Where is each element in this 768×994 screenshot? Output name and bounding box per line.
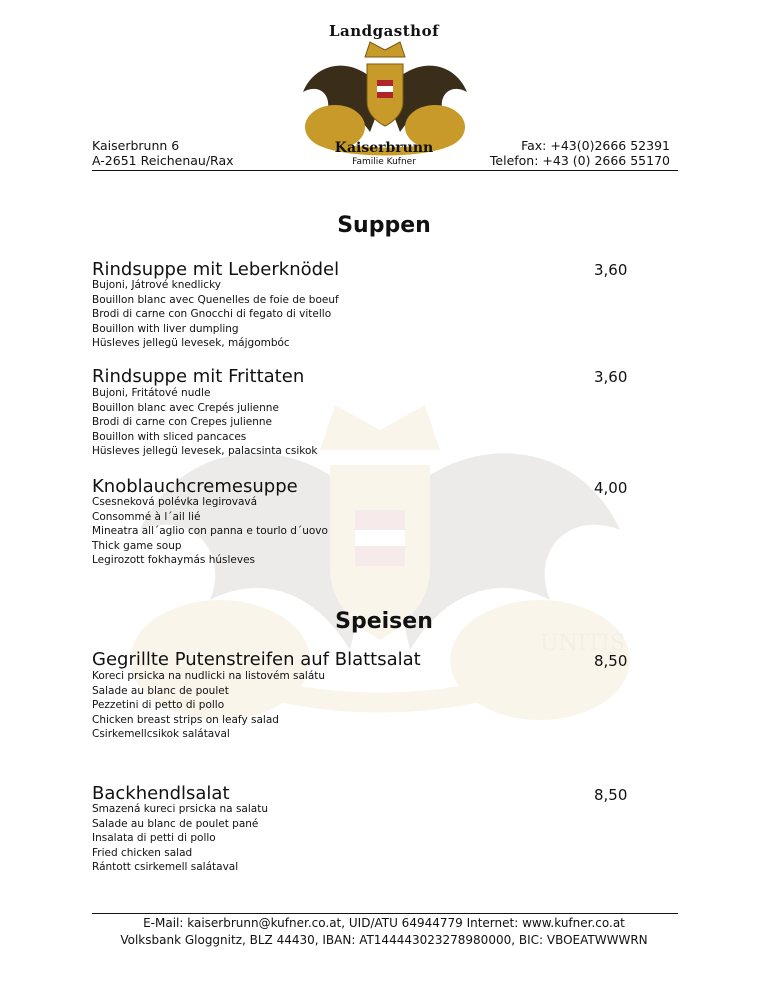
menu-item-translations: Koreci prsicka na nudlicki na listovém salátu Salade au blanc de poulet Pezzetini di petto di pollo Chicken breast strips on leafy salad Csirkemellcsikok salátaval bbox=[92, 670, 326, 741]
menu-item-name: Gegrillte Putenstreifen auf Blattsalat bbox=[92, 649, 421, 670]
section-title-speisen: Speisen bbox=[335, 609, 433, 634]
menu-item-translations: Csesneková polévka legirovavá Consommé à l´ail lié Mineatra all´aglio con panna e tourlo d´uovo Thick game soup Legirozott fokhaymás húsleves bbox=[92, 496, 328, 567]
footer-contact: E-Mail: kaiserbrunn@kufner.co.at, UID/ATU 64944779 Internet: www.kufner.co.at bbox=[143, 916, 625, 930]
phone-number: Telefon: +43 (0) 2666 55170 bbox=[489, 153, 670, 168]
menu-item-price: 4,00 bbox=[594, 479, 628, 497]
menu-item-translations: Bujoni, Játrové knedlicky Bouillon blanc avec Quenelles de foie de boeuf Brodi di carne con Gnocchi di fegato di vitello Bouillon with liver dumpling Hüsleves jellegü levesek, májgombóc bbox=[92, 279, 339, 350]
menu-item-name: Rindsuppe mit Leberknödel bbox=[92, 259, 340, 280]
footer-bank: Volksbank Gloggnitz, BLZ 44430, IBAN: AT144443023278980000, BIC: VBOEATWWWRN bbox=[120, 933, 648, 947]
address-line-2: A-2651 Reichenau/Rax bbox=[92, 153, 234, 168]
menu-item-price: 3,60 bbox=[594, 261, 628, 279]
menu-item-name: Backhendlsalat bbox=[92, 783, 230, 804]
menu-item-price: 8,50 bbox=[594, 652, 628, 670]
footer-divider bbox=[92, 913, 678, 914]
brand-name-bottom: Kaiserbrunn bbox=[334, 140, 434, 156]
menu-item-name: Knoblauchcremesuppe bbox=[92, 476, 298, 497]
watermark-text: UNITIS bbox=[540, 631, 625, 656]
menu-item-translations: Bujoni, Fritátové nudle Bouillon blanc avec Crepés julienne Brodi di carne con Crepes julienne Bouillon with sliced pancaces Hüsleves jellegü levesek, palacsinta csikok bbox=[92, 387, 318, 458]
header-divider bbox=[92, 170, 678, 171]
fax-number: Fax: +43(0)2666 52391 bbox=[521, 138, 670, 153]
address-line-1: Kaiserbrunn 6 bbox=[92, 138, 180, 153]
menu-item-translations: Smazená kureci prsicka na salatu Salade au blanc de poulet pané Insalata di petti di pollo Fried chicken salad Rántott csirkemell salátaval bbox=[92, 803, 268, 874]
section-title-suppen: Suppen bbox=[337, 213, 431, 238]
brand-name-top: Landgasthof bbox=[328, 22, 440, 40]
family-name: Familie Kufner bbox=[352, 157, 416, 167]
menu-item-name: Rindsuppe mit Frittaten bbox=[92, 366, 305, 387]
menu-item-price: 8,50 bbox=[594, 786, 628, 804]
menu-item-price: 3,60 bbox=[594, 368, 628, 386]
